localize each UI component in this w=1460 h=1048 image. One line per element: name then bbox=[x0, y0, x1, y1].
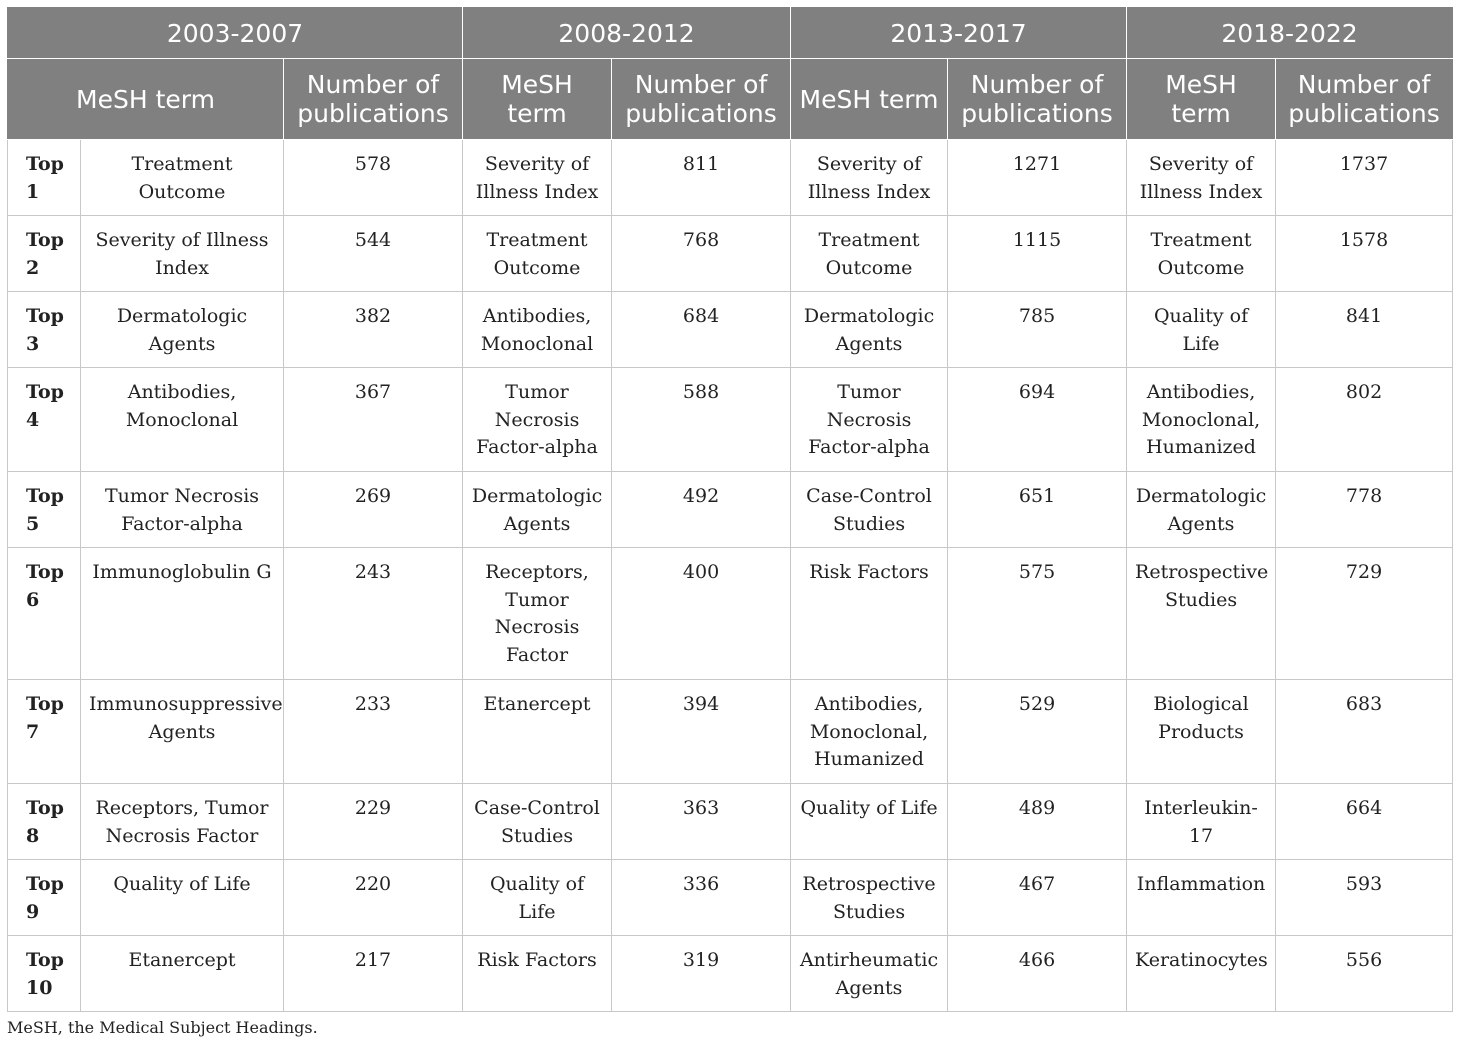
publication-count-cell: 382 bbox=[284, 292, 463, 368]
mesh-term-cell: Treatment Outcome bbox=[791, 216, 948, 292]
publication-count-cell: 367 bbox=[284, 368, 463, 472]
mesh-term-cell: Severity of Illness Index bbox=[81, 216, 284, 292]
publication-count-cell: 529 bbox=[948, 680, 1127, 784]
mesh-term-header: MeSH term bbox=[8, 59, 284, 140]
publication-count-cell: 588 bbox=[612, 368, 791, 472]
table-body bbox=[8, 140, 1453, 1012]
publication-count-cell: 400 bbox=[612, 548, 791, 680]
publication-count-cell: 544 bbox=[284, 216, 463, 292]
mesh-term-cell: Tumor Necrosis Factor-alpha bbox=[463, 368, 612, 472]
publication-count-cell: 243 bbox=[284, 548, 463, 680]
table-row bbox=[8, 140, 1453, 216]
publication-count-cell: 492 bbox=[612, 472, 791, 548]
publication-count-cell: 841 bbox=[1276, 292, 1453, 368]
mesh-term-cell: Receptors, Tumor Necrosis Factor bbox=[81, 784, 284, 860]
mesh-term-cell: Antibodies, Monoclonal bbox=[81, 368, 284, 472]
mesh-term-cell: Etanercept bbox=[463, 680, 612, 784]
publication-count-cell: 593 bbox=[1276, 860, 1453, 936]
publication-count-cell: 1578 bbox=[1276, 216, 1453, 292]
publication-count-cell: 578 bbox=[284, 140, 463, 216]
mesh-term-cell: Quality of Life bbox=[791, 784, 948, 860]
count-header: Number of publications bbox=[284, 59, 463, 140]
publication-count-cell: 683 bbox=[1276, 680, 1453, 784]
table-row bbox=[8, 936, 1453, 1012]
publication-count-cell: 220 bbox=[284, 860, 463, 936]
mesh-term-cell: Dermatologic Agents bbox=[1127, 472, 1276, 548]
mesh-term-cell: Biological Products bbox=[1127, 680, 1276, 784]
mesh-term-cell: Severity of Illness Index bbox=[791, 140, 948, 216]
publication-count-cell: 651 bbox=[948, 472, 1127, 548]
mesh-term-cell: Quality of Life bbox=[463, 860, 612, 936]
table-row bbox=[8, 216, 1453, 292]
mesh-term-cell: Antirheumatic Agents bbox=[791, 936, 948, 1012]
publication-count-cell: 217 bbox=[284, 936, 463, 1012]
publication-count-cell: 467 bbox=[948, 860, 1127, 936]
mesh-term-cell: Dermatologic Agents bbox=[463, 472, 612, 548]
publication-count-cell: 664 bbox=[1276, 784, 1453, 860]
rank-cell: Top 4 bbox=[8, 368, 81, 472]
publication-count-cell: 802 bbox=[1276, 368, 1453, 472]
mesh-term-cell: Risk Factors bbox=[463, 936, 612, 1012]
period-header: 2018-2022 bbox=[1127, 8, 1453, 59]
mesh-term-cell: Immunoglobulin G bbox=[81, 548, 284, 680]
count-header: Number of publications bbox=[612, 59, 791, 140]
rank-cell: Top 6 bbox=[8, 548, 81, 680]
rank-cell: Top 9 bbox=[8, 860, 81, 936]
publication-count-cell: 811 bbox=[612, 140, 791, 216]
publication-count-cell: 233 bbox=[284, 680, 463, 784]
mesh-term-cell: Severity of Illness Index bbox=[1127, 140, 1276, 216]
mesh-term-cell: Inflammation bbox=[1127, 860, 1276, 936]
table-container bbox=[7, 7, 1452, 1012]
publication-count-cell: 729 bbox=[1276, 548, 1453, 680]
mesh-term-cell: Treatment Outcome bbox=[463, 216, 612, 292]
publication-count-cell: 575 bbox=[948, 548, 1127, 680]
publication-count-cell: 694 bbox=[948, 368, 1127, 472]
rank-cell: Top 1 bbox=[8, 140, 81, 216]
count-header: Number of publications bbox=[1276, 59, 1453, 140]
mesh-term-header: MeSH term bbox=[463, 59, 612, 140]
mesh-term-cell: Interleukin-17 bbox=[1127, 784, 1276, 860]
mesh-terms-table bbox=[7, 7, 1453, 1012]
mesh-term-cell: Immunosuppressive Agents bbox=[81, 680, 284, 784]
mesh-term-cell: Retrospective Studies bbox=[1127, 548, 1276, 680]
table-footnote: MeSH, the Medical Subject Headings. bbox=[7, 1018, 318, 1037]
publication-count-cell: 1271 bbox=[948, 140, 1127, 216]
table-row bbox=[8, 292, 1453, 368]
table-row bbox=[8, 860, 1453, 936]
period-header-row bbox=[8, 8, 1453, 59]
mesh-term-cell: Antibodies, Monoclonal, Humanized bbox=[1127, 368, 1276, 472]
publication-count-cell: 336 bbox=[612, 860, 791, 936]
mesh-term-cell: Tumor Necrosis Factor-alpha bbox=[81, 472, 284, 548]
publication-count-cell: 229 bbox=[284, 784, 463, 860]
publication-count-cell: 785 bbox=[948, 292, 1127, 368]
mesh-term-cell: Quality of Life bbox=[81, 860, 284, 936]
period-header: 2013-2017 bbox=[791, 8, 1127, 59]
mesh-term-cell: Case-Control Studies bbox=[791, 472, 948, 548]
table-row bbox=[8, 472, 1453, 548]
period-header: 2008-2012 bbox=[463, 8, 791, 59]
publication-count-cell: 1737 bbox=[1276, 140, 1453, 216]
table-row bbox=[8, 548, 1453, 680]
mesh-term-cell: Case-Control Studies bbox=[463, 784, 612, 860]
count-header: Number of publications bbox=[948, 59, 1127, 140]
publication-count-cell: 684 bbox=[612, 292, 791, 368]
mesh-term-cell: Dermatologic Agents bbox=[81, 292, 284, 368]
publication-count-cell: 778 bbox=[1276, 472, 1453, 548]
mesh-term-cell: Quality of Life bbox=[1127, 292, 1276, 368]
publication-count-cell: 319 bbox=[612, 936, 791, 1012]
mesh-term-cell: Antibodies, Monoclonal, Humanized bbox=[791, 680, 948, 784]
mesh-term-cell: Treatment Outcome bbox=[1127, 216, 1276, 292]
rank-cell: Top 3 bbox=[8, 292, 81, 368]
rank-cell: Top 5 bbox=[8, 472, 81, 548]
mesh-term-cell: Keratinocytes bbox=[1127, 936, 1276, 1012]
publication-count-cell: 768 bbox=[612, 216, 791, 292]
publication-count-cell: 394 bbox=[612, 680, 791, 784]
mesh-term-cell: Severity of Illness Index bbox=[463, 140, 612, 216]
publication-count-cell: 363 bbox=[612, 784, 791, 860]
rank-cell: Top 2 bbox=[8, 216, 81, 292]
mesh-term-cell: Antibodies, Monoclonal bbox=[463, 292, 612, 368]
column-header-row bbox=[8, 59, 1453, 140]
table-row bbox=[8, 368, 1453, 472]
publication-count-cell: 1115 bbox=[948, 216, 1127, 292]
mesh-term-cell: Retrospective Studies bbox=[791, 860, 948, 936]
rank-cell: Top 7 bbox=[8, 680, 81, 784]
publication-count-cell: 269 bbox=[284, 472, 463, 548]
mesh-term-cell: Dermatologic Agents bbox=[791, 292, 948, 368]
publication-count-cell: 466 bbox=[948, 936, 1127, 1012]
mesh-term-cell: Risk Factors bbox=[791, 548, 948, 680]
mesh-term-cell: Etanercept bbox=[81, 936, 284, 1012]
mesh-term-cell: Treatment Outcome bbox=[81, 140, 284, 216]
period-header: 2003-2007 bbox=[8, 8, 463, 59]
rank-cell: Top 8 bbox=[8, 784, 81, 860]
rank-cell: Top 10 bbox=[8, 936, 81, 1012]
publication-count-cell: 556 bbox=[1276, 936, 1453, 1012]
table-row bbox=[8, 680, 1453, 784]
publication-count-cell: 489 bbox=[948, 784, 1127, 860]
mesh-term-cell: Receptors, Tumor Necrosis Factor bbox=[463, 548, 612, 680]
mesh-term-cell: Tumor Necrosis Factor-alpha bbox=[791, 368, 948, 472]
mesh-term-header: MeSH term bbox=[791, 59, 948, 140]
table-row bbox=[8, 784, 1453, 860]
mesh-term-header: MeSH term bbox=[1127, 59, 1276, 140]
